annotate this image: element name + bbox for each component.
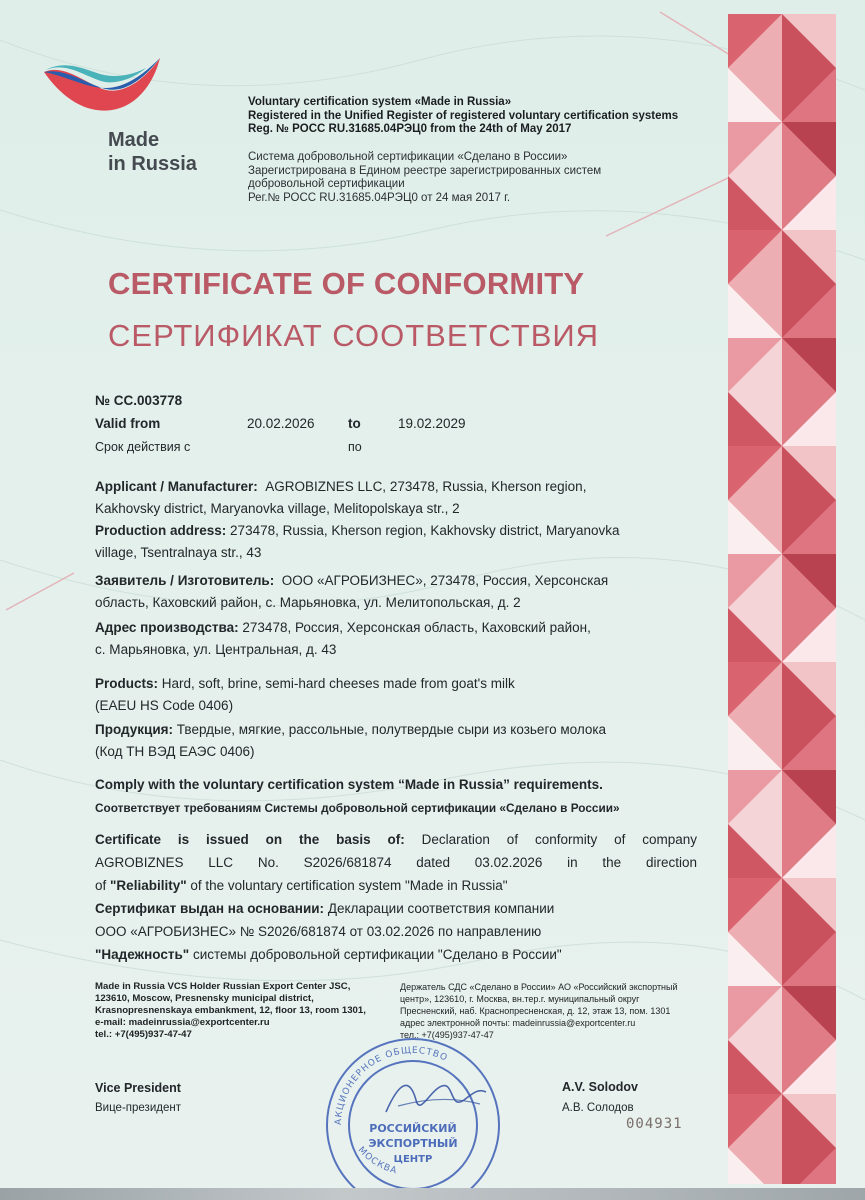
logo-line-2: in Russia [108, 153, 197, 175]
header-ru-line: Рег.№ РОСС RU.31685.04РЭЦ0 от 24 мая 2017 г. [248, 191, 511, 204]
basis-ru-line-2: ООО «АГРОБИЗНЕС» № S2026/681874 от 03.02.2026 по направлению [95, 924, 542, 939]
seal-ring-bottom: МОСКВА [355, 1145, 399, 1177]
footer-en-line: tel.: +7(495)937-47-47 [95, 1029, 192, 1040]
comply-statement-ru: Соответствует требованиям Системы добровольной сертификации «Сделано в России» [95, 801, 620, 815]
production-ru-label: Адрес производства: [95, 620, 239, 635]
products-en-label: Products: [95, 676, 159, 691]
signatory-name-en: A.V. Solodov [562, 1080, 638, 1094]
basis-en-line-1 [95, 829, 697, 851]
applicant-ru-value: ООО «АГРОБИЗНЕС», 273478, Россия, Херсонская [281, 573, 609, 588]
basis-en-line-3 [95, 875, 508, 897]
signatory-role-ru: Вице-президент [95, 1102, 181, 1114]
valid-to-label: to [348, 416, 361, 431]
footer-ru-line: Держатель СДС «Сделано в России» АО «Российский экспортный [400, 982, 678, 992]
valid-from-label: Valid from [95, 416, 161, 431]
decorative-triangle-strip [728, 14, 836, 1184]
made-in-russia-logo-icon [42, 54, 167, 116]
header-ru-line: добровольной сертификации [248, 178, 405, 190]
seal-ring-top: АКЦИОНЕРНОЕ ОБЩЕСТВО [333, 1045, 450, 1126]
basis-ru-line-1 [95, 898, 554, 920]
footer-en-line: Made in Russia VCS Holder Russian Export Center JSC, [95, 981, 351, 992]
products-ru-value: Твердые, мягкие, рассольные, полутвердые сыри из козьего молока [176, 722, 607, 737]
valid-to-date: 19.02.2029 [398, 416, 466, 431]
production-en-label: Production address: [95, 523, 227, 538]
applicant-en-value: AGROBIZNES LLC, 273478, Russia, Kherson region, [265, 479, 587, 494]
valid-from-label-ru: Срок действия с [95, 440, 191, 454]
frame-bottom-edge [0, 1188, 865, 1200]
products-en-line-2: (EAEU HS Code 0406) [95, 698, 234, 713]
basis-en-line-3-pre: of [95, 878, 107, 893]
production-ru-line-1 [95, 617, 591, 639]
footer-en-line: Krasnopresnenskaya embankment, 12, floor 13, room 1301, [95, 1005, 366, 1016]
header-en-line: Reg. № POCC RU.31685.04РЭЦ0 from the 24th of May 2017 [248, 123, 572, 135]
basis-ru-label: Сертификат выдан на основании: [95, 901, 325, 916]
footer-en-line: 123610, Moscow, Presnensky municipal district, [95, 993, 314, 1004]
applicant-ru-line-2: область, Каховский район, с. Марьяновка, ул. Мелитопольская, д. 2 [95, 595, 521, 610]
basis-ru-line-1-rest: Декларации соответствия компании [327, 901, 555, 916]
applicant-ru-line-1 [95, 570, 608, 592]
signatory-name-ru: А.В. Солодов [562, 1102, 634, 1114]
footer-ru-line: Пресненский, наб. Краснопресненская, д. 12, этаж 13, пом. 1301 [400, 1006, 671, 1016]
seal-line-1: РОССИЙСКИЙ [369, 1122, 457, 1135]
basis-en-line-2: AGROBIZNES LLC No. S2026/681874 dated 03.02.2026 in the direction [95, 855, 697, 870]
header-en-line: Registered in the Unified Register of registered voluntary certification systems [248, 109, 679, 122]
certificate-number: № СС.003778 [95, 393, 183, 408]
serial-number: 004931 [626, 1116, 683, 1132]
comply-statement-en: Comply with the voluntary certification system “Made in Russia” requirements. [95, 777, 603, 792]
basis-en-line-1-rest: Declaration of conformity of company [421, 832, 697, 847]
production-en-value: 273478, Russia, Kherson region, Kakhovsky district, Maryanovka [230, 523, 620, 538]
products-ru-line-1 [95, 719, 606, 741]
footer-ru-line: адрес электронной почты: madeinrussia@exportcenter.ru [400, 1018, 636, 1028]
valid-to-label-ru: по [348, 440, 362, 454]
basis-ru-line-3 [95, 944, 562, 966]
applicant-ru-label: Заявитель / Изготовитель: [95, 573, 275, 588]
production-en-line-2: village, Tsentralnaya str., 43 [95, 545, 262, 560]
basis-en-direction: "Reliability" [110, 878, 187, 893]
signatory-role-en: Vice President [95, 1081, 181, 1095]
footer-ru-line: центр», 123610, г. Москва, вн.тер.г. муниципальный округ [400, 994, 640, 1004]
header-english [248, 96, 718, 137]
title-russian: СЕРТИФИКАТ СООТВЕТСТВИЯ [108, 318, 600, 353]
header-russian [248, 151, 718, 205]
products-ru-line-2: (Код ТН ВЭД ЕАЭС 0406) [95, 744, 255, 759]
basis-en-label: Certificate is issued on the basis of: [95, 832, 405, 847]
applicant-en-label: Applicant / Manufacturer: [95, 479, 258, 494]
logo-wordmark [108, 128, 197, 176]
header-ru-line: Зарегистрирована в Едином реестре зарегистрированных систем [248, 164, 602, 177]
applicant-en-line-2: Kakhovsky district, Maryanovka village, Melitopolskaya str., 2 [95, 501, 460, 516]
basis-en-line-3-post: of the voluntary certification system "Made in Russia" [190, 878, 508, 893]
logo-line-1: Made [108, 129, 160, 151]
valid-from-date: 20.02.2026 [247, 416, 315, 431]
seal-line-3: ЦЕНТР [393, 1154, 433, 1165]
signature-mark [380, 1070, 490, 1130]
applicant-en-line-1 [95, 476, 586, 498]
basis-ru-direction: "Надежность" [95, 947, 190, 962]
title-english: CERTIFICATE OF CONFORMITY [108, 266, 585, 301]
footer-ru-line: тел.: +7(495)937-47-47 [400, 1030, 494, 1040]
production-ru-value: 273478, Россия, Херсонская область, Каховский район, [242, 620, 591, 635]
basis-ru-line-3-post: системы добровольной сертификации "Сделано в России" [192, 947, 562, 962]
products-ru-label: Продукция: [95, 722, 173, 737]
header-ru-line: Система добровольной сертификации «Сделано в России» [248, 151, 568, 163]
production-ru-line-2: с. Марьяновка, ул. Центральная, д. 43 [95, 642, 337, 657]
products-en-line-1 [95, 673, 515, 695]
footer-en-line: e-mail: madeinrussia@exportcenter.ru [95, 1017, 270, 1028]
products-en-value: Hard, soft, brine, semi-hard cheeses made from goat's milk [161, 676, 515, 691]
production-en-line-1 [95, 520, 620, 542]
header-en-line: Voluntary certification system «Made in Russia» [248, 96, 512, 108]
seal-line-2: ЭКСПОРТНЫЙ [368, 1137, 458, 1150]
